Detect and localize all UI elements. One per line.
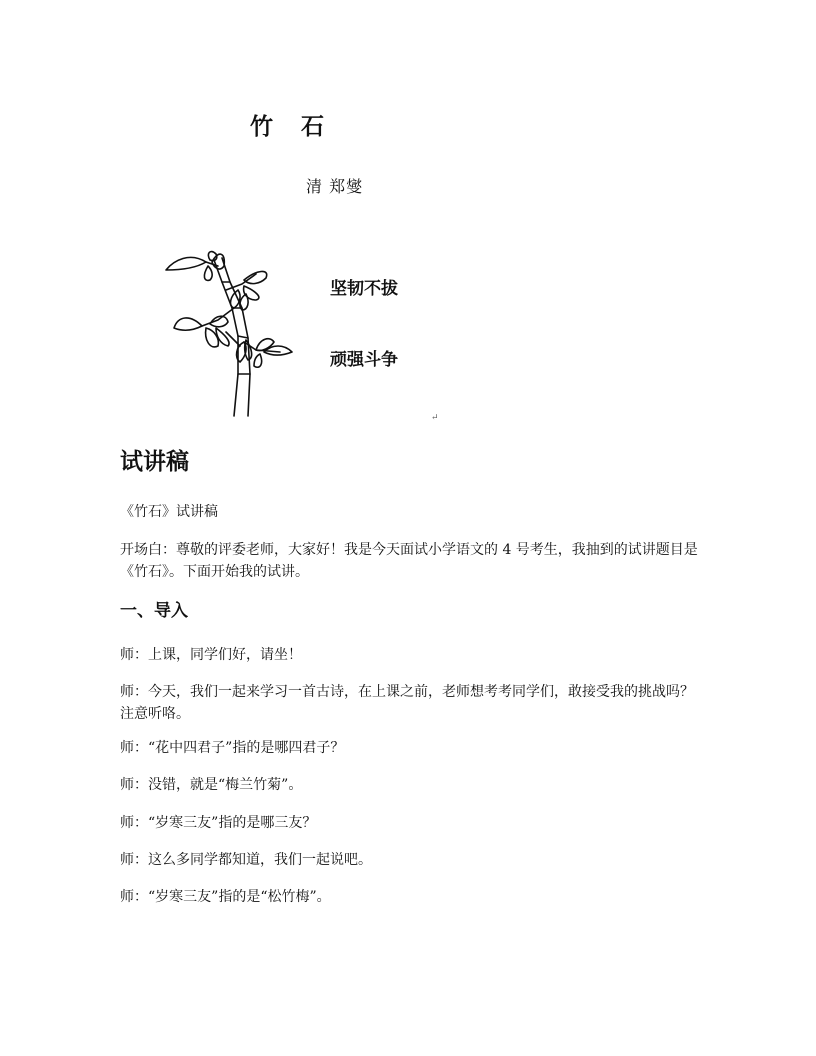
poem-author: 清 郑燮 bbox=[306, 177, 364, 196]
bamboo-illustration bbox=[160, 246, 296, 422]
keyword-struggle: 顽强斗争 bbox=[330, 350, 398, 370]
paragraph-mark: ↵ bbox=[431, 413, 439, 423]
teacher-line: 师：“岁寒三友”指的是哪三友？ bbox=[120, 815, 317, 831]
teacher-line: 师：上课，同学们好，请坐！ bbox=[120, 647, 302, 663]
teacher-line: 师：“花中四君子”指的是哪四君子？ bbox=[120, 740, 345, 756]
teacher-line: 师：这么多同学都知道，我们一起说吧。 bbox=[120, 852, 372, 868]
teacher-line: 师：“岁寒三友”指的是“松竹梅”。 bbox=[120, 889, 331, 905]
teacher-line: 师：今天，我们一起来学习一首古诗，在上课之前，老师想考考同学们，敢接受我的挑战吗？注意听咯。 bbox=[120, 684, 694, 722]
main-heading: 试讲稿 bbox=[120, 449, 189, 475]
teacher-line: 师：没错，就是“梅兰竹菊”。 bbox=[120, 777, 303, 793]
intro-title: 《竹石》试讲稿 bbox=[120, 504, 218, 520]
section-heading-intro: 一、导入 bbox=[120, 601, 188, 621]
poem-title: 竹 石 bbox=[250, 114, 335, 140]
opening-paragraph: 开场白：尊敬的评委老师，大家好！我是今天面试小学语文的 4 号考生，我抽到的试讲题目是《竹石》。下面开始我的试讲。 bbox=[120, 542, 698, 580]
keyword-perseverance: 坚韧不拔 bbox=[330, 279, 398, 299]
